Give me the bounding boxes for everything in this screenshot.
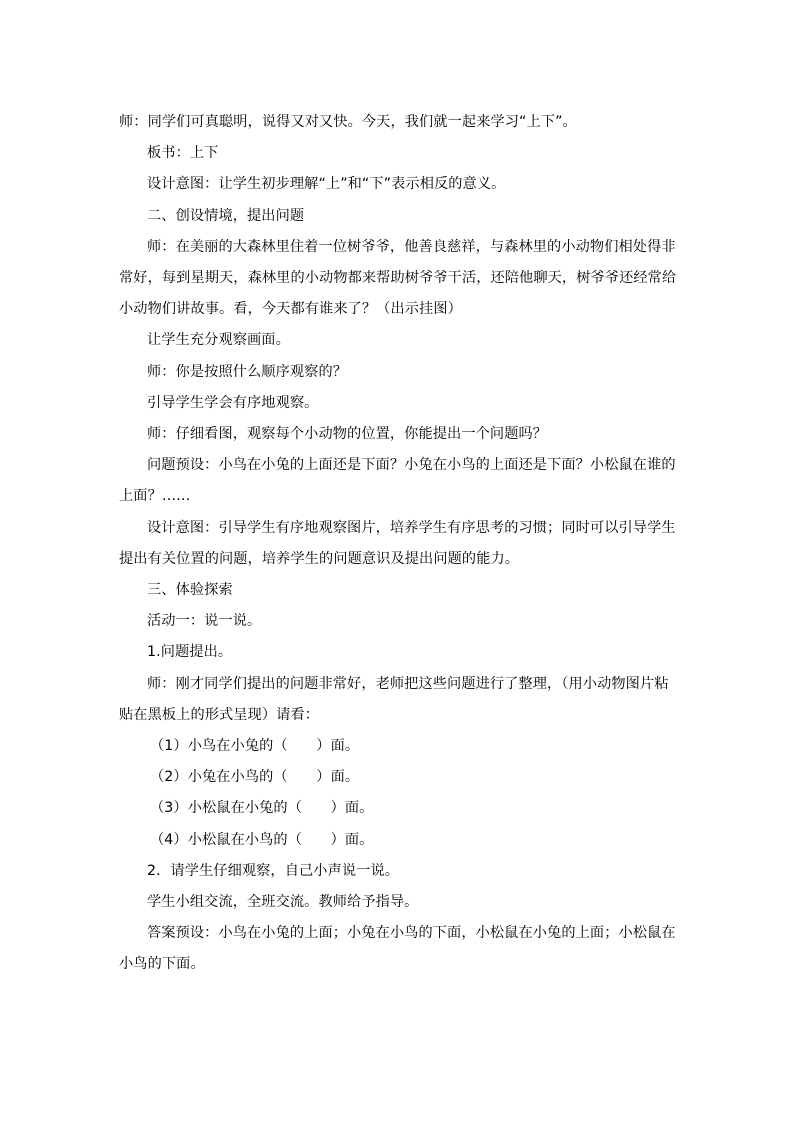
activity-one: 活动一：说一说。 xyxy=(147,613,262,630)
question-item-1: （1）小鸟在小兔的（ ）面。 xyxy=(150,738,360,755)
teacher-story: 师：在美丽的大森林里住着一位树爷爷，他善良慈祥，与森林里的小动物们相处得非常好，每到星期天，森林里的小动物都来帮助树爷爷干活，还陪他聊天，树爷爷还经常给小动物们讲故事。看，今天都有谁来了？（出示挂图） xyxy=(119,238,677,318)
answer-preset: 答案预设：小鸟在小兔的上面；小兔在小鸟的下面，小松鼠在小兔的上面；小松鼠在小鸟的下面。 xyxy=(119,925,676,973)
design-intent-1: 设计意图：让学生初步理解“上”和“下”表示相反的意义。 xyxy=(147,176,506,193)
section-heading-2: 二、创设情境，提出问题 xyxy=(147,207,305,224)
section-heading-3: 三、体验探索 xyxy=(147,582,233,599)
design-intent-2: 设计意图：引导学生有序地观察图片，培养学生有序思考的习惯；同时可以引导学生提出有关位置的问题，培养学生的问题意识及提出问题的能力。 xyxy=(119,519,676,567)
teacher-question-position: 师：仔细看图，观察每个小动物的位置，你能提出一个问题吗？ xyxy=(147,426,548,443)
teacher-intro-line: 师：同学们可真聪明，说得又对又快。今天，我们就一起来学习“上下”。 xyxy=(119,114,577,130)
guide-observation: 引导学生学会有序地观察。 xyxy=(147,394,319,411)
question-preset: 问题预设：小鸟在小兔的上面还是下面？小兔在小鸟的上面还是下面？小松鼠在谁的上面？…… xyxy=(119,457,676,505)
document-body xyxy=(119,107,679,981)
step-1-question: 1.问题提出。 xyxy=(147,644,233,661)
question-item-2: （2）小兔在小鸟的（ ）面。 xyxy=(150,769,360,786)
question-item-4: （4）小松鼠在小鸟的（ ）面。 xyxy=(150,831,374,848)
teacher-organized-questions: 师：刚才同学们提出的问题非常好，老师把这些问题进行了整理，（用小动物图片粘贴在黑板上的形式呈现）请看： xyxy=(119,675,669,723)
question-item-3: （3）小松鼠在小兔的（ ）面。 xyxy=(150,800,374,817)
teacher-question-order: 师：你是按照什么顺序观察的？ xyxy=(147,363,348,380)
blackboard-note: 板书：上下 xyxy=(147,145,219,162)
group-exchange: 学生小组交流，全班交流。教师给予指导。 xyxy=(147,894,419,911)
observe-instruction: 让学生充分观察画面。 xyxy=(147,332,290,349)
step-2-observe: 2．请学生仔细观察，自己小声说一说。 xyxy=(147,862,400,879)
